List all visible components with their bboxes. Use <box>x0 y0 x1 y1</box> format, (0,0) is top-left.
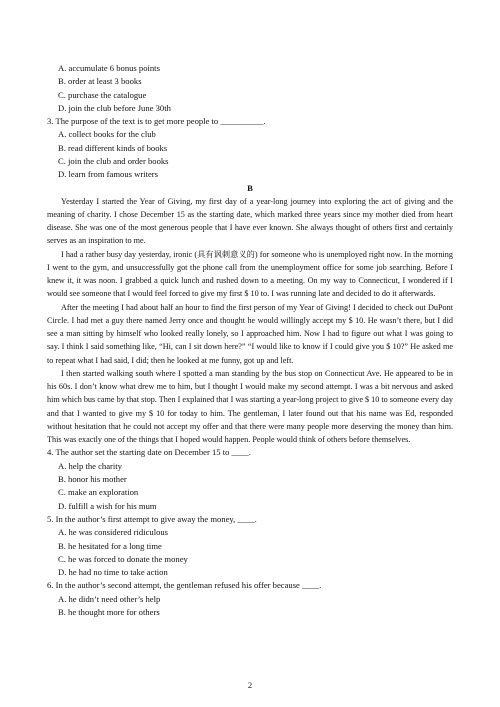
option-a: A. he didn’t need other’s help <box>58 593 161 604</box>
question-stem: 3. The purpose of the text is to get more people to __________. <box>47 116 266 127</box>
question-3 <box>47 115 453 181</box>
question-4 <box>47 446 453 512</box>
option-d: D. fulfill a wish for his mum <box>58 500 157 511</box>
passage-paragraph: I then started walking south where I spotted a man standing by the bus stop on Connecticut Ave. He appeared to be in his 60s. I don’t know what drew me to him, but I thought I would make my second attempt. I was a bit nervous and asked him which bus came by that stop. Then I explained that I was starting a year-long project to give $ 10 to someone every day and that I wanted to give my $ 10 for today to him. The gentleman, I later found out that his name was Ed, responded without hesitation that he could not accept my offer and that there were many people more deserving the money than him. This was exactly one of the things that I hoped would happen. People would think of others before themselves. <box>47 368 453 445</box>
question-stem: 5. In the author’s first attempt to give away the money, ____. <box>47 513 257 524</box>
option-b: B. he hesitated for a long time <box>58 540 162 551</box>
question-5 <box>47 513 453 579</box>
option-d: D. join the club before June 30th <box>58 102 171 113</box>
question-stem: 4. The author set the starting date on December 15 to ____. <box>47 447 251 458</box>
option-c: C. he was forced to donate the money <box>58 553 188 564</box>
passage-paragraph: Yesterday I started the Year of Giving, my first day of a year-long journey into exploring the act of giving and the meaning of charity. I chose December 15 as the starting date, which marked three years since my mother died from heart disease. She was one of the most generous people that I have ever known. She always thought of others first and certainly serves as an inspiration to me. <box>47 196 453 246</box>
section-b-title: B <box>247 182 253 193</box>
option-a: A. he was considered ridiculous <box>58 527 169 538</box>
option-b: B. read different kinds of books <box>58 142 168 153</box>
option-b: B. honor his mother <box>58 474 127 485</box>
option-a: A. accumulate 6 bonus points <box>58 63 160 73</box>
question-stem: 6. In the author’s second attempt, the gentleman refused his offer because ____. <box>47 580 322 591</box>
passage-paragraph: I had a rather busy day yesterday, ironic (具有讽刺意义的) for someone who is unemployed right now. In the morning I went to the gym, and unsuccessfully got the phone call from the unemployment office for some job searching. Before I knew it, it was noon. I grabbed a quick lunch and rushed down to a meeting. On my way to Connecticut, I wondered if I would see someone that I would feel forced to give my first $ 10 to. I was running late and decided to do it afterwards. <box>47 249 453 299</box>
option-b: B. order at least 3 books <box>58 76 142 87</box>
option-b: B. he thought more for others <box>58 606 160 617</box>
passage-paragraph: After the meeting I had about half an hour to find the first person of my Year of Giving! I decided to check out DuPont Circle. I had met a guy there named Jerry once and thought he would willingly accept my $ 10. He wasn’t there, but I did see a man sitting by himself who looked really lonely, so I approached him. Now I had to figure out what I was going to say. I think I said something like, “Hi, can I sit down here?” “I would like to know if I could give you $ 10?” He asked me to repeat what I had said, I did; then he looked at me funny, got up and left. <box>47 302 453 365</box>
option-a: A. collect books for the club <box>58 129 156 140</box>
question-2-options <box>47 62 453 115</box>
option-d: D. he had no time to take action <box>58 567 168 578</box>
passage-b <box>47 195 453 447</box>
option-d: D. learn from famous writers <box>58 169 158 180</box>
option-c: C. join the club and order books <box>58 156 169 167</box>
question-6 <box>47 579 453 619</box>
option-a: A. help the charity <box>58 460 122 471</box>
option-c: C. make an exploration <box>58 487 139 498</box>
page-number: 2 <box>247 680 253 690</box>
option-c: C. purchase the catalogue <box>58 89 147 100</box>
